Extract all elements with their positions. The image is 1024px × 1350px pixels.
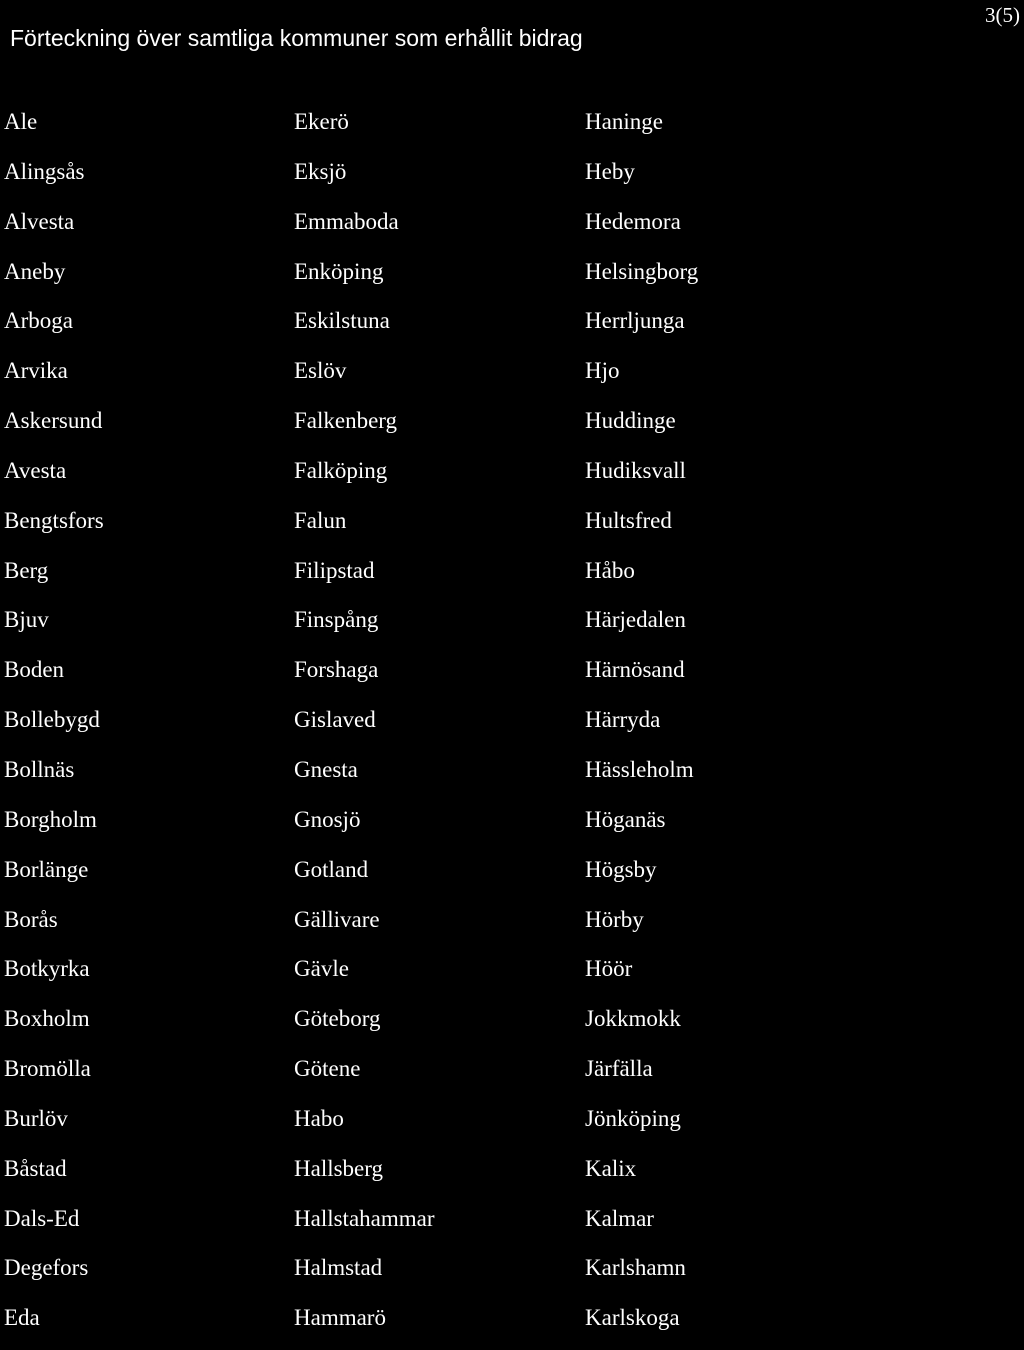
municipality-item: Kalix <box>585 1155 637 1181</box>
municipality-column-3 <box>585 104 698 1350</box>
municipality-item: Degefors <box>4 1255 89 1281</box>
municipality-item: Hallstahammar <box>294 1205 435 1231</box>
municipality-item: Hedemora <box>585 208 681 234</box>
municipality-item: Alingsås <box>4 158 85 184</box>
municipality-item: Gnosjö <box>294 806 361 832</box>
municipality-item: Boxholm <box>4 1006 90 1032</box>
municipality-item: Borgholm <box>4 806 97 832</box>
municipality-item: Gnesta <box>294 756 358 782</box>
municipality-item: Halmstad <box>294 1255 383 1281</box>
page-number: 3(5) <box>985 3 1020 27</box>
municipality-item: Eslöv <box>294 358 347 384</box>
municipality-item: Forshaga <box>294 657 379 683</box>
municipality-item: Berg <box>4 557 49 583</box>
municipality-item: Hultsfred <box>585 507 672 533</box>
document-title: Förteckning över samtliga kommuner som erhållit bidrag <box>10 25 583 51</box>
municipality-item: Hässleholm <box>585 756 694 782</box>
municipality-item: Eksjö <box>294 158 347 184</box>
municipality-item: Bromölla <box>4 1056 91 1082</box>
municipality-item: Alvesta <box>4 208 75 234</box>
municipality-item: Avesta <box>4 457 67 483</box>
municipality-item: Hallsberg <box>294 1155 384 1181</box>
municipality-item: Helsingborg <box>585 258 699 284</box>
municipality-item: Bollnäs <box>4 756 75 782</box>
municipality-item: Gällivare <box>294 906 380 932</box>
municipality-item: Gotland <box>294 856 369 882</box>
municipality-item: Karlskoga <box>585 1305 680 1331</box>
municipality-item: Bollebygd <box>4 707 100 733</box>
municipality-item: Kalmar <box>585 1205 654 1231</box>
municipality-item: Båstad <box>4 1155 67 1181</box>
municipality-item: Burlöv <box>4 1105 68 1131</box>
municipality-item: Göteborg <box>294 1006 381 1032</box>
municipality-item: Huddinge <box>585 408 676 434</box>
municipality-item: Jönköping <box>585 1105 681 1131</box>
municipality-item: Gävle <box>294 956 349 982</box>
municipality-item: Falköping <box>294 457 388 483</box>
municipality-item: Borlänge <box>4 856 89 882</box>
municipality-item: Herrljunga <box>585 308 685 334</box>
municipality-item: Enköping <box>294 258 384 284</box>
municipality-item: Härnösand <box>585 657 685 683</box>
municipality-item: Bjuv <box>4 607 49 633</box>
municipality-item: Hörby <box>585 906 644 932</box>
municipality-item: Jokkmokk <box>585 1006 681 1032</box>
municipality-item: Haninge <box>585 109 663 134</box>
municipality-item: Askersund <box>4 408 103 434</box>
municipality-item: Ale <box>4 109 38 134</box>
municipality-column-1 <box>4 104 104 1350</box>
municipality-item: Hudiksvall <box>585 457 686 483</box>
municipality-item: Karlshamn <box>585 1255 686 1281</box>
municipality-item: Arboga <box>4 308 73 334</box>
municipality-item: Hammarö <box>294 1305 386 1331</box>
municipality-item: Götene <box>294 1056 361 1082</box>
municipality-item: Finspång <box>294 607 379 633</box>
municipality-column-2 <box>294 104 435 1350</box>
municipality-item: Falkenberg <box>294 408 398 434</box>
municipality-item: Härjedalen <box>585 607 686 633</box>
municipality-item: Bengtsfors <box>4 507 104 533</box>
municipality-item: Falun <box>294 507 347 533</box>
municipality-item: Järfälla <box>585 1056 653 1082</box>
municipality-item: Höganäs <box>585 806 666 832</box>
municipality-item: Ekerö <box>294 109 349 134</box>
municipality-item: Härryda <box>585 707 661 733</box>
municipality-item: Filipstad <box>294 557 375 583</box>
municipality-item: Emmaboda <box>294 208 399 234</box>
municipality-item: Borås <box>4 906 58 932</box>
municipality-item: Högsby <box>585 856 657 882</box>
municipality-item: Håbo <box>585 557 635 583</box>
municipality-item: Gislaved <box>294 707 376 733</box>
municipality-item: Arvika <box>4 358 68 384</box>
municipality-item: Dals-Ed <box>4 1205 80 1231</box>
municipality-item: Heby <box>585 158 635 184</box>
municipality-item: Botkyrka <box>4 956 90 982</box>
municipality-item: Hjo <box>585 358 620 384</box>
municipality-item: Habo <box>294 1105 344 1131</box>
municipality-item: Aneby <box>4 258 66 284</box>
municipality-item: Eskilstuna <box>294 308 390 334</box>
municipality-item: Boden <box>4 657 65 683</box>
municipality-item: Höör <box>585 956 633 982</box>
municipality-item: Eda <box>4 1305 40 1331</box>
